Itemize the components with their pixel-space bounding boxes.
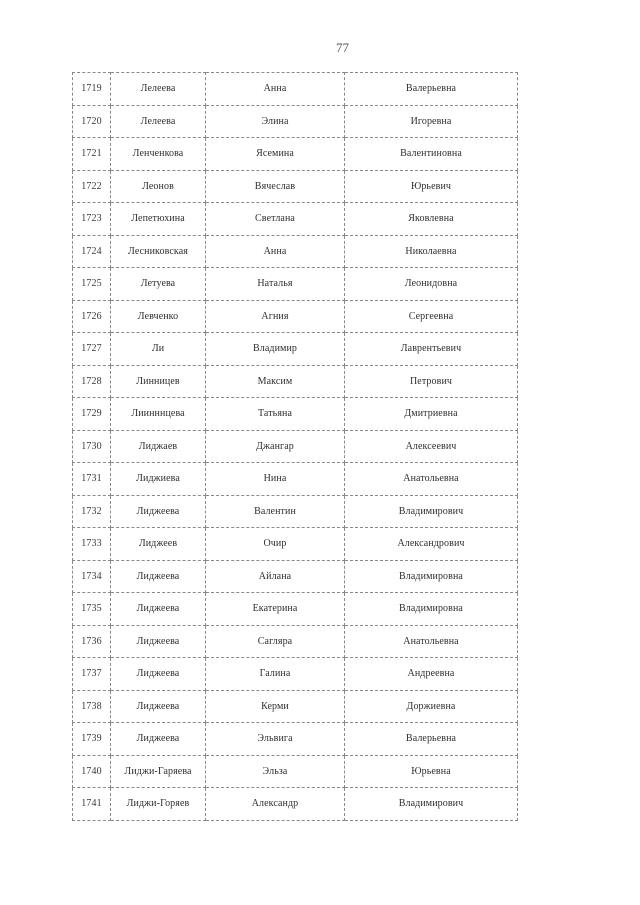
first-name-cell: Айлана [206,560,345,593]
surname-cell: Лиджи-Горяев [111,788,206,821]
surname-cell: Лелеева [111,73,206,106]
row-number-cell: 1720 [73,105,111,138]
table-row [73,560,518,593]
row-number-cell: 1737 [73,658,111,691]
first-name-cell: Сагляра [206,625,345,658]
surname-cell: Лиджеева [111,723,206,756]
first-name-cell: Анна [206,235,345,268]
patronymic-cell: Юрьевич [345,170,518,203]
row-number-cell: 1719 [73,73,111,106]
table-row [73,690,518,723]
patronymic-cell: Юрьевна [345,755,518,788]
first-name-cell: Эльза [206,755,345,788]
first-name-cell: Анна [206,73,345,106]
surname-cell: Лиджеева [111,690,206,723]
surname-cell: Лелеева [111,105,206,138]
row-number-cell: 1729 [73,398,111,431]
patronymic-cell: Николаевна [345,235,518,268]
patronymic-cell: Владимирович [345,495,518,528]
row-number-cell: 1740 [73,755,111,788]
patronymic-cell: Яковлевна [345,203,518,236]
table-row [73,593,518,626]
page-number: 77 [336,40,349,55]
patronymic-cell: Владимировна [345,560,518,593]
surname-cell: Лиджаев [111,430,206,463]
table-row [73,723,518,756]
patronymic-cell: Александрович [345,528,518,561]
table-row [73,170,518,203]
first-name-cell: Нина [206,463,345,496]
table-row [73,333,518,366]
first-name-cell: Валентин [206,495,345,528]
table-row [73,463,518,496]
surname-cell: Лесниковская [111,235,206,268]
first-name-cell: Ясемина [206,138,345,171]
row-number-cell: 1731 [73,463,111,496]
table-row [73,365,518,398]
patronymic-cell: Анатольевна [345,625,518,658]
row-number-cell: 1728 [73,365,111,398]
table-row [73,625,518,658]
surname-cell: Левченко [111,300,206,333]
first-name-cell: Максим [206,365,345,398]
surname-cell: Лепетюхина [111,203,206,236]
surname-cell: Ленченкова [111,138,206,171]
first-name-cell: Керми [206,690,345,723]
first-name-cell: Александр [206,788,345,821]
surname-cell: Лиджеева [111,625,206,658]
surname-cell: Ли [111,333,206,366]
patronymic-cell: Игоревна [345,105,518,138]
surname-cell: Летуева [111,268,206,301]
table-row [73,788,518,821]
patronymic-cell: Сергеевна [345,300,518,333]
patronymic-cell: Андреевна [345,658,518,691]
row-number-cell: 1741 [73,788,111,821]
first-name-cell: Наталья [206,268,345,301]
patronymic-cell: Владимировна [345,593,518,626]
row-number-cell: 1723 [73,203,111,236]
first-name-cell: Агния [206,300,345,333]
surname-cell: Лиджи-Гаряева [111,755,206,788]
row-number-cell: 1736 [73,625,111,658]
table-row [73,300,518,333]
first-name-cell: Джангар [206,430,345,463]
surname-cell: Лиджеева [111,593,206,626]
first-name-cell: Екатерина [206,593,345,626]
row-number-cell: 1739 [73,723,111,756]
surname-cell: Линницев [111,365,206,398]
roster-body [73,73,518,821]
patronymic-cell: Анатольевна [345,463,518,496]
table-row [73,398,518,431]
first-name-cell: Эльвига [206,723,345,756]
table-row [73,528,518,561]
table-row [73,755,518,788]
first-name-cell: Владимир [206,333,345,366]
first-name-cell: Светлана [206,203,345,236]
table-row [73,73,518,106]
row-number-cell: 1738 [73,690,111,723]
row-number-cell: 1727 [73,333,111,366]
row-number-cell: 1721 [73,138,111,171]
table-row [73,235,518,268]
surname-cell: Леонов [111,170,206,203]
row-number-cell: 1730 [73,430,111,463]
row-number-cell: 1732 [73,495,111,528]
surname-cell: Лиджеев [111,528,206,561]
surname-cell: Лиджеева [111,658,206,691]
roster-table [72,72,518,821]
table-row [73,430,518,463]
table-row [73,495,518,528]
table-row [73,203,518,236]
surname-cell: Лиджеева [111,495,206,528]
surname-cell: Лиинннцева [111,398,206,431]
patronymic-cell: Дмитриевна [345,398,518,431]
patronymic-cell: Лаврентьевич [345,333,518,366]
row-number-cell: 1735 [73,593,111,626]
surname-cell: Лиджиева [111,463,206,496]
patronymic-cell: Владимирович [345,788,518,821]
patronymic-cell: Доржиевна [345,690,518,723]
first-name-cell: Татьяна [206,398,345,431]
patronymic-cell: Валерьевна [345,723,518,756]
first-name-cell: Очир [206,528,345,561]
row-number-cell: 1722 [73,170,111,203]
patronymic-cell: Валерьевна [345,73,518,106]
first-name-cell: Элина [206,105,345,138]
table-row [73,138,518,171]
patronymic-cell: Валентиновна [345,138,518,171]
patronymic-cell: Петрович [345,365,518,398]
patronymic-cell: Леонидовна [345,268,518,301]
surname-cell: Лиджеева [111,560,206,593]
row-number-cell: 1733 [73,528,111,561]
first-name-cell: Галина [206,658,345,691]
table-row [73,105,518,138]
row-number-cell: 1726 [73,300,111,333]
row-number-cell: 1725 [73,268,111,301]
row-number-cell: 1724 [73,235,111,268]
table-row [73,268,518,301]
row-number-cell: 1734 [73,560,111,593]
table-row [73,658,518,691]
patronymic-cell: Алексеевич [345,430,518,463]
first-name-cell: Вячеслав [206,170,345,203]
